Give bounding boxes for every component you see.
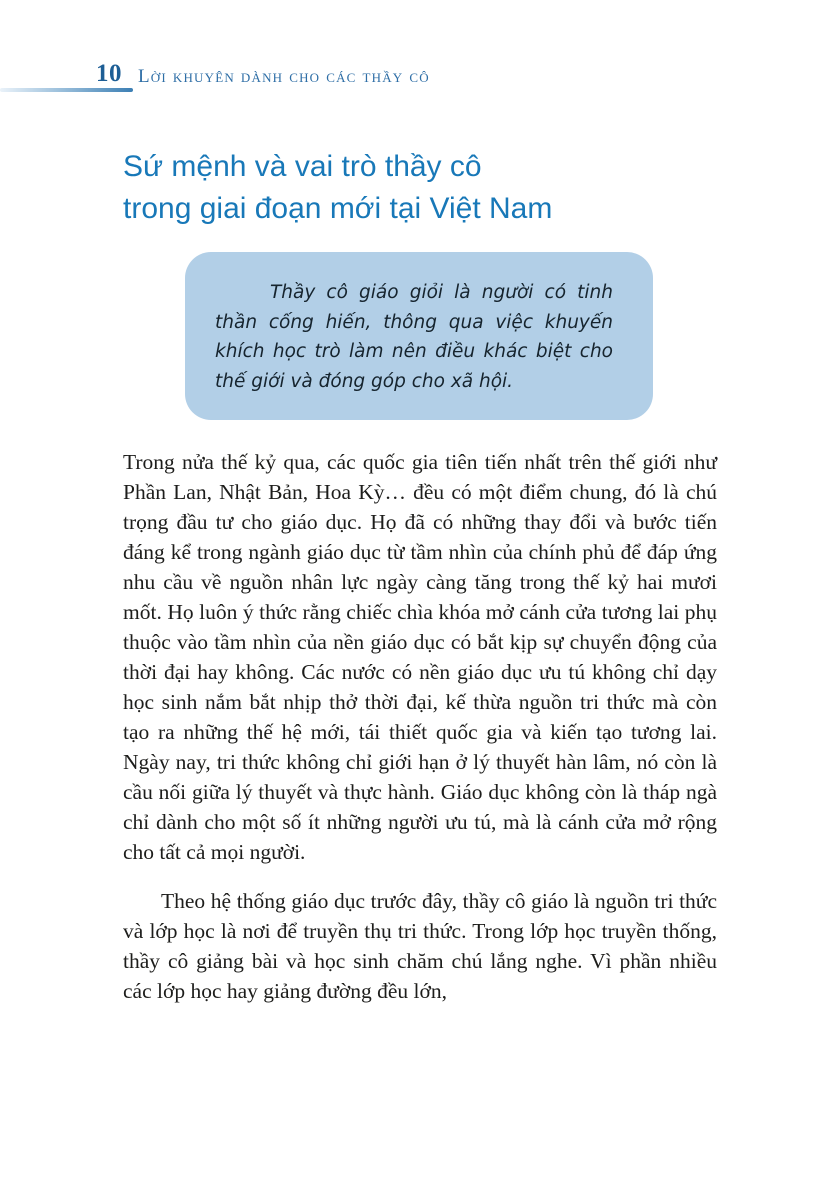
quote-box (185, 252, 653, 420)
chapter-title-line-2: trong giai đoạn mới tại Việt Nam (123, 192, 553, 225)
body-paragraph-2: Theo hệ thống giáo dục trước đây, thầy cô giáo là nguồn tri thức và lớp học là nơi để truyền thụ tri thức. Trong lớp học truyền thống, thầy cô giảng bài và học sinh chăm chú lắng nghe. Vì phần nhiều các lớp học hay giảng đường đều lớn, (123, 889, 717, 1003)
running-header (0, 58, 840, 98)
body-text (123, 447, 717, 1006)
page-number: 10 (96, 60, 122, 87)
body-paragraph-1: Trong nửa thế kỷ qua, các quốc gia tiên tiến nhất trên thế giới như Phần Lan, Nhật Bản, Hoa Kỳ… đều có một điểm chung, đó là chú trọng đầu tư cho giáo dục. Họ đã có những thay đổi và bước tiến đáng kể trong ngành giáo dục từ tầm nhìn của chính phủ để đáp ứng nhu cầu về nguồn nhân lực ngày càng tăng trong thế kỷ hai mươi mốt. Họ luôn ý thức rằng chiếc chìa khóa mở cánh cửa tương lai phụ thuộc vào tầm nhìn của nền giáo dục có bắt kịp sự chuyển động của thời đại hay không. Các nước có nền giáo dục ưu tú không chỉ dạy học sinh nắm bắt nhịp thở thời đại, kế thừa nguồn tri thức mà còn tạo ra những thế hệ mới, tái thiết quốc gia và kiến tạo tương lai. Ngày nay, tri thức không chỉ giới hạn ở lý thuyết hàn lâm, nó còn là cầu nối giữa lý thuyết và thực hành. Giáo dục không còn là tháp ngà chỉ dành cho một số ít những người ưu tú, mà là cánh cửa mở rộng cho tất cả mọi người. (123, 450, 717, 864)
running-head-title: Lời khuyên dành cho các thầy cô (138, 66, 430, 87)
header-rule (0, 88, 133, 92)
quote-text: Thầy cô giáo giỏi là người có tinh thần cống hiến, thông qua việc khuyến khích học trò làm nên điều khác biệt cho thế giới và đóng góp cho xã hội. (215, 282, 613, 392)
chapter-title (123, 146, 552, 230)
chapter-title-line-1: Sứ mệnh và vai trò thầy cô (123, 150, 482, 183)
